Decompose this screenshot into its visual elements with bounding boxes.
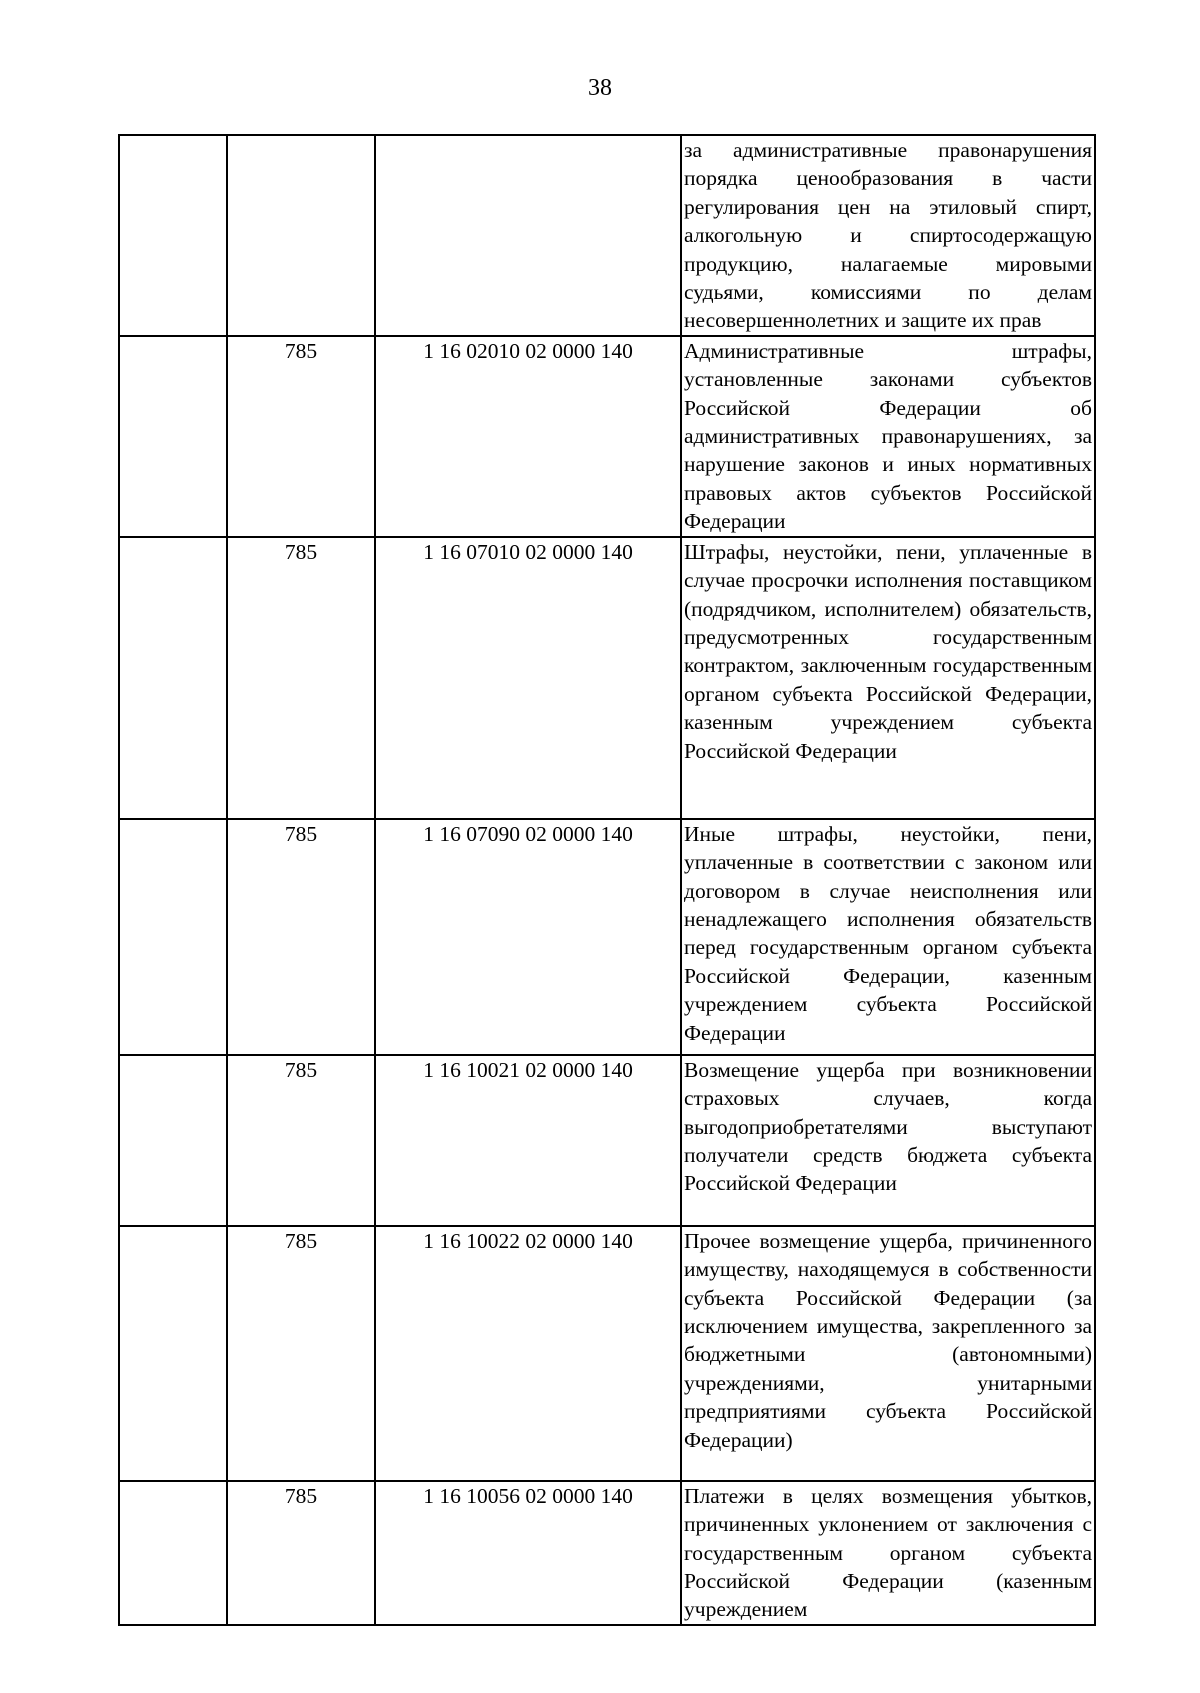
description-cell <box>681 135 1095 336</box>
description-cell <box>681 1226 1095 1481</box>
admin-code-cell: 785 <box>227 819 375 1055</box>
table-row <box>119 1481 1095 1625</box>
description-cell <box>681 1481 1095 1625</box>
budget-code-cell: 1 16 02010 02 0000 140 <box>375 336 681 537</box>
admin-code-cell: 785 <box>227 1055 375 1226</box>
empty-cell <box>119 1481 227 1625</box>
admin-code-cell <box>227 135 375 336</box>
description-cell <box>681 537 1095 819</box>
budget-code-cell: 1 16 10021 02 0000 140 <box>375 1055 681 1226</box>
empty-cell <box>119 1055 227 1226</box>
admin-code-cell: 785 <box>227 1481 375 1625</box>
empty-cell <box>119 819 227 1055</box>
description-cell <box>681 819 1095 1055</box>
admin-code-cell: 785 <box>227 336 375 537</box>
description-cell <box>681 1055 1095 1226</box>
budget-code-cell: 1 16 07010 02 0000 140 <box>375 537 681 819</box>
table-row <box>119 537 1095 819</box>
page-number: 38 <box>588 75 612 101</box>
budget-code-cell <box>375 135 681 336</box>
empty-cell <box>119 135 227 336</box>
description-text: Штрафы, неустойки, пени, уплаченные в случае просрочки исполнения поставщиком (подрядчиком, исполнителем) обязательств, предусмотренных государственным контрактом, заключенным государственным органом субъекта Российской Федерации, казенным учреждением субъекта Российской Федерации <box>684 539 1092 763</box>
empty-cell <box>119 537 227 819</box>
admin-code-cell: 785 <box>227 537 375 819</box>
description-text: Возмещение ущерба при возникновении страховых случаев, когда выгодоприобретателями выступают получатели средств бюджета субъекта Российской Федерации <box>684 1057 1092 1196</box>
description-text: Административные штрафы, установленные законами субъектов Российской Федерации об административных правонарушениях, за нарушение законов и иных нормативных правовых актов субъектов Российской Федерации <box>684 338 1092 534</box>
table-row <box>119 135 1095 336</box>
description-text: за административные правонарушения порядка ценообразования в части регулирования цен на этиловый спирт, алкогольную и спиртосодержащую продукцию, налагаемые мировыми судьями, комиссиями по делам несовершеннолетних и защите их прав <box>684 138 1092 333</box>
budget-code-cell: 1 16 10022 02 0000 140 <box>375 1226 681 1481</box>
table-row <box>119 1226 1095 1481</box>
table-row <box>119 336 1095 537</box>
budget-codes-table <box>118 134 1096 1626</box>
description-text: Иные штрафы, неустойки, пени, уплаченные в соответствии с законом или договором в случае неисполнения или ненадлежащего исполнения обязательств перед государственным органом субъекта Российской Федерации, казенным учреждением субъекта Российской Федерации <box>684 821 1092 1045</box>
description-text: Прочее возмещение ущерба, причиненного имуществу, находящемуся в собственности субъекта Российской Федерации (за исключением имущества, закрепленного за бюджетными (автономными) учреждениями, унитарными предприятиями субъекта Российской Федерации) <box>684 1228 1092 1452</box>
empty-cell <box>119 1226 227 1481</box>
description-cell <box>681 336 1095 537</box>
table-row <box>119 819 1095 1055</box>
budget-code-cell: 1 16 07090 02 0000 140 <box>375 819 681 1055</box>
empty-cell <box>119 336 227 537</box>
budget-code-cell: 1 16 10056 02 0000 140 <box>375 1481 681 1625</box>
admin-code-cell: 785 <box>227 1226 375 1481</box>
table-row <box>119 1055 1095 1226</box>
description-text: Платежи в целях возмещения убытков, причиненных уклонением от заключения с государственным органом субъекта Российской Федерации (казенным учреждением <box>684 1483 1092 1622</box>
